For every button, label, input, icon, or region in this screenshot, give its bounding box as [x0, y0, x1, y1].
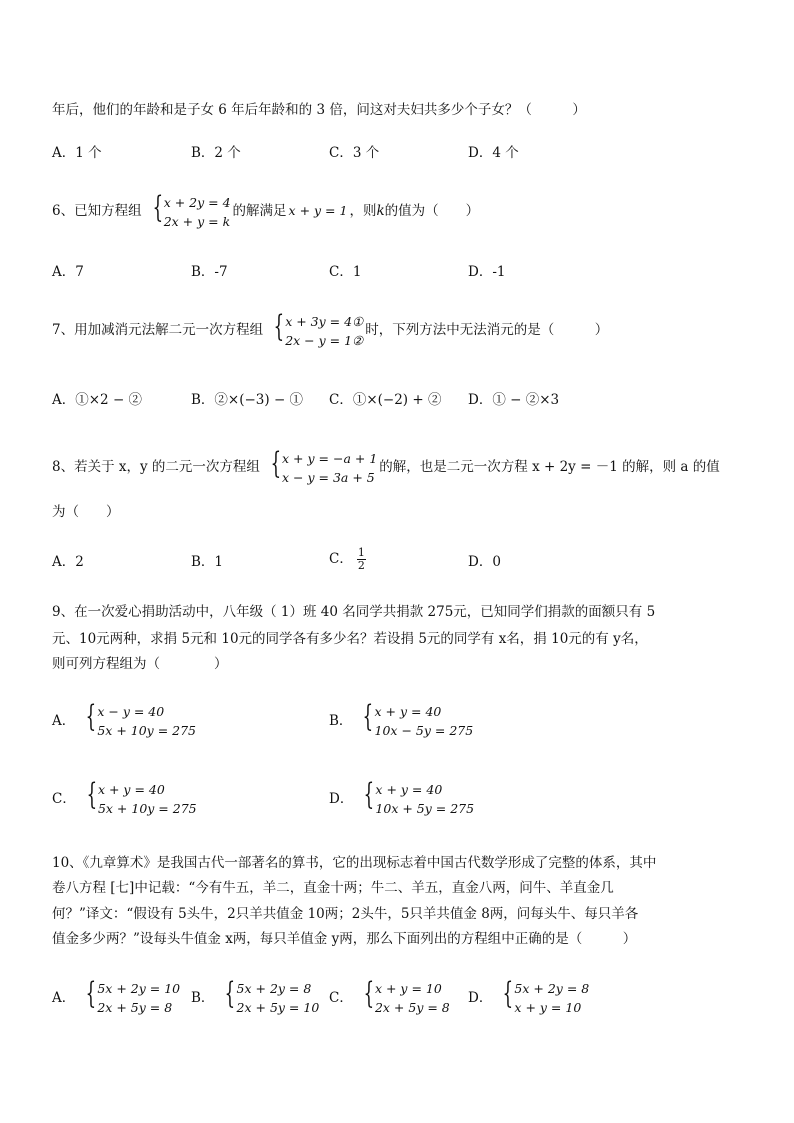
q9-line3: 则可列方程组为（ ）: [52, 656, 228, 672]
q8-system: [262, 445, 378, 487]
q10-option-a-eq2: 2x + 5y = 8: [97, 1000, 173, 1015]
q10-option-c-eq2: 2x + 5y = 8: [374, 1000, 450, 1015]
q6-option-b: B．-7: [191, 264, 228, 280]
q10-option-a: [52, 976, 182, 1017]
q10-option-d-label: D．: [468, 990, 493, 1006]
brace-icon: {: [273, 308, 285, 344]
q8-suffix: 的解，也是二元一次方程 x + 2y = －1 的解，则 a 的值: [379, 459, 720, 475]
q6-system: [144, 189, 231, 231]
brace-icon: {: [85, 976, 97, 1011]
q10-option-b: [191, 976, 321, 1017]
q8-option-b: B．1: [191, 554, 224, 570]
q9-option-b-eq2: 10x − 5y = 275: [374, 723, 474, 738]
q9-option-a: [52, 699, 198, 740]
q10-option-b-eq1: 5x + 2y = 8: [236, 981, 312, 996]
q9-option-a-eq1: x − y = 40: [97, 704, 165, 719]
q6-prefix: 6、已知方程组: [52, 203, 142, 219]
q8-line2: 为（ ）: [52, 504, 120, 520]
q7-eq2: 2x − y = 1②: [285, 332, 364, 348]
q7-option-a: A．①×2 − ②: [52, 392, 143, 408]
q9-option-a-label: A．: [52, 713, 76, 729]
q7-option-c: C．①×(−2) + ②: [329, 392, 442, 408]
q6-option-d: D．-1: [468, 264, 506, 280]
q8-option-c-label: C．: [329, 551, 353, 567]
q5-option-b: B．2 个: [191, 145, 241, 161]
brace-icon: {: [225, 976, 236, 1011]
q6-eq2: 2x + y = k: [163, 213, 231, 229]
brace-icon: {: [270, 445, 282, 481]
q9-option-d: [329, 777, 476, 818]
q10-option-d: [468, 976, 591, 1017]
brace-icon: {: [363, 777, 375, 812]
brace-icon: {: [363, 976, 374, 1011]
q8-stem: [52, 445, 720, 487]
q10-option-c: [329, 976, 452, 1017]
q9-line1: 9、在一次爱心捐助活动中，八年级（ 1）班 40 名同学共捐款 275元，已知同学们捐款的面额只有 5: [52, 604, 656, 620]
q8-eq1: x + y = −a + 1: [282, 450, 378, 466]
q8-option-c-fraction: [357, 547, 366, 572]
q9-option-c-eq1: x + y = 40: [97, 782, 165, 797]
q10-option-c-label: C．: [329, 990, 353, 1006]
q10-option-d-eq2: x + y = 10: [514, 1000, 582, 1015]
q9-option-b: [329, 699, 475, 740]
q10-option-a-eq1: 5x + 2y = 10: [97, 981, 181, 996]
q6-eq1: x + 2y = 4: [163, 194, 231, 210]
q10-line4: 值金多少两？”设每头牛值金 x两，每只羊值金 y两，那么下面列出的方程组中正确的是（ ）: [52, 931, 637, 947]
q10-option-d-eq1: 5x + 2y = 8: [514, 981, 590, 996]
q10-option-b-eq2: 2x + 5y = 10: [236, 1000, 320, 1015]
brace-icon: {: [502, 976, 514, 1011]
q10-option-a-label: A．: [52, 990, 76, 1006]
q7-eq1: x + 3y = 4①: [285, 313, 364, 329]
q6-suffix: 的值为（ ）: [384, 203, 480, 219]
q7-suffix: 时，下列方法中无法消元的是（ ）: [365, 322, 609, 338]
fraction-denominator: 2: [357, 559, 365, 572]
q9-option-c-label: C．: [52, 791, 76, 807]
q9-option-d-eq2: 10x + 5y = 275: [375, 801, 475, 816]
q5-option-c: C．3 个: [329, 145, 380, 161]
q6-mid2: ，则: [349, 203, 377, 219]
q10-line1: 10、《九章算术》是我国古代一部著名的算书，它的出现标志着中国古代数学形成了完整的体系，其中: [52, 855, 657, 871]
q8-option-d: D．0: [468, 554, 501, 570]
q7-system: [265, 308, 364, 350]
q9-line2: 元、10元两种，求捐 5元和 10元的同学各有多少名？若设捐 5元的同学有 x名，捐 10元的有 y名，: [52, 631, 648, 647]
q6-option-c: C．1: [329, 264, 362, 280]
q9-option-c-eq2: 5x + 10y = 275: [97, 801, 197, 816]
q9-option-c: [52, 777, 199, 818]
q5-option-a: A．1 个: [52, 145, 102, 161]
brace-icon: {: [363, 699, 374, 734]
q9-option-b-label: B．: [329, 713, 353, 729]
q6-option-a: A．7: [52, 264, 84, 280]
q10-line2: 卷八方程 [七]中记载：“今有牛五，羊二，直金十两；牛二、羊五，直金八两，问牛、羊直金几: [52, 880, 614, 896]
q7-prefix: 7、用加减消元法解二元一次方程组: [52, 322, 264, 338]
q9-option-b-eq1: x + y = 40: [374, 704, 442, 719]
q10-option-c-eq1: x + y = 10: [374, 981, 442, 996]
q10-option-b-label: B．: [191, 990, 215, 1006]
q5-text: 年后，他们的年龄和是子女 6 年后年龄和的 3 倍，问这对夫妇共多少个子女？（ ）: [52, 102, 586, 118]
brace-icon: {: [152, 189, 163, 225]
brace-icon: {: [85, 699, 97, 734]
q6-middle: 的解满足: [232, 203, 287, 219]
q7-option-d: D．① − ②×3: [468, 392, 560, 408]
q10-line3: 何？”译文：“假设有 5头牛，2只羊共值金 10两；2头牛，5只羊共值金 8两，问每头牛、每只羊各: [52, 906, 639, 922]
q6-condition: x + y = 1: [288, 203, 348, 218]
q6-var: k: [376, 203, 385, 219]
q8-prefix: 8、若关于 x，y 的二元一次方程组: [52, 459, 260, 475]
q5-option-d: D．4 个: [468, 145, 519, 161]
q8-option-c: [329, 547, 366, 572]
brace-icon: {: [86, 777, 97, 812]
q7-option-b: B．②×(−3) − ①: [191, 392, 304, 408]
q9-option-d-label: D．: [329, 791, 354, 807]
q7-stem: [52, 308, 609, 350]
q8-option-a: A．2: [52, 554, 84, 570]
fraction-numerator: 1: [357, 546, 365, 559]
q9-option-a-eq2: 5x + 10y = 275: [97, 723, 197, 738]
q6-stem: [52, 189, 480, 231]
q9-option-d-eq1: x + y = 40: [375, 782, 443, 797]
q8-eq2: x − y = 3a + 5: [282, 469, 375, 485]
